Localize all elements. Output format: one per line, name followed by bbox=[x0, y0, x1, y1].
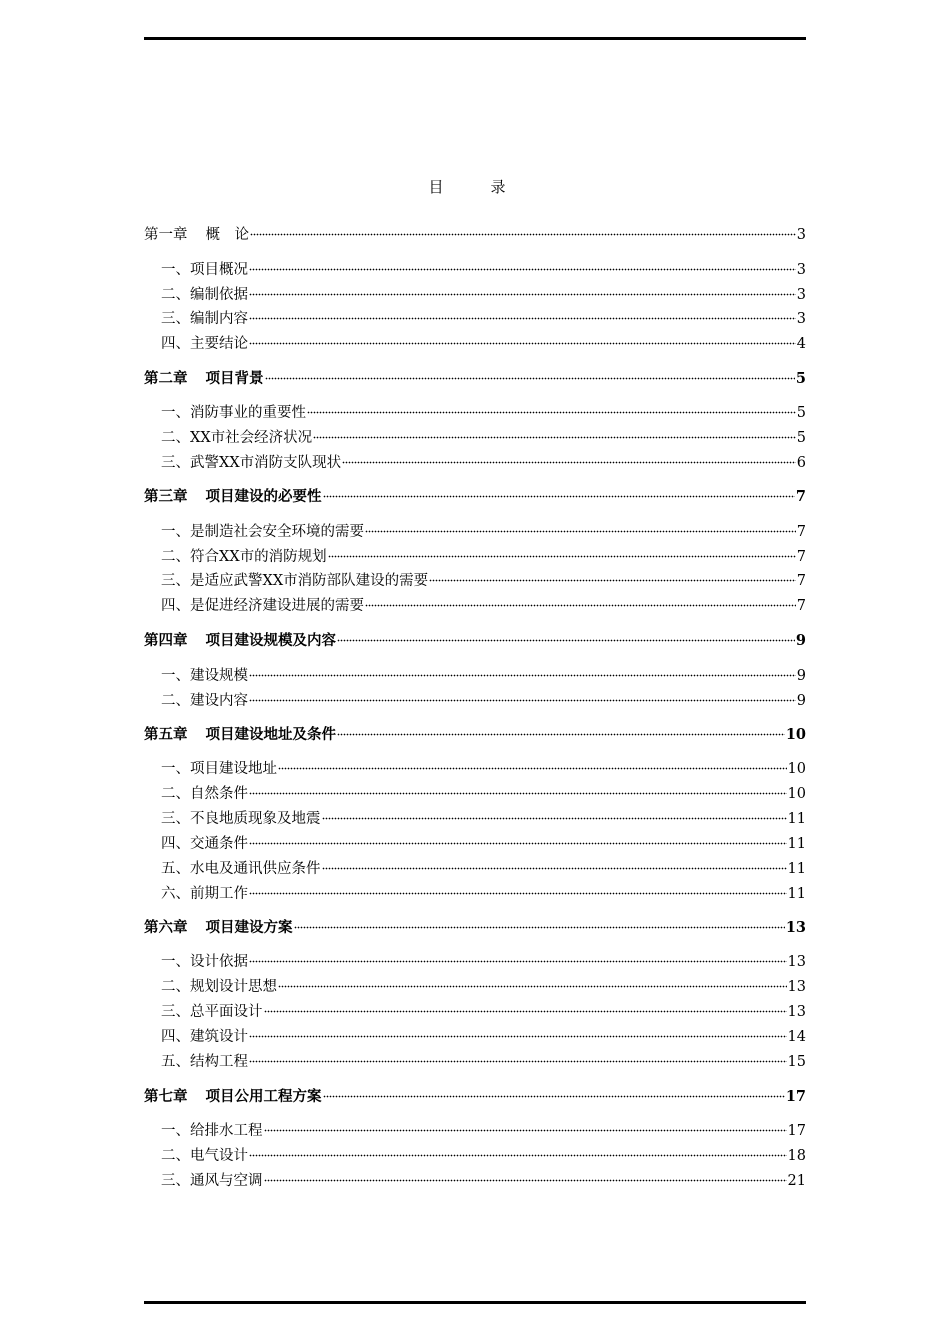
dot-leader bbox=[265, 363, 795, 383]
toc-section-entry[interactable] bbox=[144, 279, 806, 303]
toc-page-number: 13 bbox=[787, 979, 806, 995]
dot-leader bbox=[250, 219, 796, 239]
toc-section-entry[interactable] bbox=[144, 541, 806, 565]
chapter-number: 第五章 bbox=[144, 726, 188, 743]
chapter-title: 项目建设规模及内容 bbox=[205, 632, 336, 649]
toc-entry-label: 一、设计依据 bbox=[161, 954, 248, 970]
toc-page-number: 10 bbox=[787, 761, 806, 777]
toc-page-number: 15 bbox=[787, 1054, 806, 1070]
toc-page-number: 3 bbox=[796, 227, 806, 243]
dot-leader bbox=[249, 1046, 787, 1066]
dot-leader bbox=[249, 254, 796, 274]
toc-section-entry[interactable] bbox=[144, 828, 806, 852]
toc-page-number: 17 bbox=[787, 1123, 806, 1139]
toc-section-entry[interactable] bbox=[144, 946, 806, 970]
dot-leader bbox=[337, 719, 785, 739]
toc-page-number: 11 bbox=[787, 836, 806, 852]
dot-leader bbox=[264, 996, 787, 1016]
toc-entry-label bbox=[144, 487, 322, 507]
toc-section-entry[interactable] bbox=[144, 254, 806, 278]
toc-section-entry[interactable] bbox=[144, 971, 806, 995]
dot-leader bbox=[249, 828, 787, 848]
toc-entry-label: 二、电气设计 bbox=[161, 1148, 248, 1164]
dot-leader bbox=[249, 685, 796, 705]
chapter-title: 概 论 bbox=[205, 227, 249, 243]
dot-leader bbox=[249, 1140, 787, 1160]
chapter-number: 第二章 bbox=[144, 370, 188, 387]
toc-page-number: 5 bbox=[796, 405, 806, 421]
toc-page-number: 13 bbox=[787, 1004, 806, 1020]
toc-entry-label: 三、总平面设计 bbox=[161, 1004, 263, 1020]
chapter-title: 项目建设地址及条件 bbox=[205, 726, 336, 743]
page-title: 目 录 bbox=[428, 178, 522, 196]
dot-leader bbox=[313, 422, 796, 442]
toc-page-number: 18 bbox=[787, 1148, 806, 1164]
toc-page-number: 9 bbox=[796, 668, 806, 684]
dot-leader bbox=[249, 303, 796, 323]
toc-section-entry[interactable] bbox=[144, 516, 806, 540]
toc-entry-label: 四、主要结论 bbox=[161, 336, 248, 352]
chapter-number: 第四章 bbox=[144, 632, 188, 649]
dot-leader bbox=[264, 1115, 787, 1135]
toc-page-number: 13 bbox=[785, 919, 806, 936]
toc-entry-label bbox=[144, 1087, 322, 1107]
toc-page-number: 21 bbox=[787, 1173, 806, 1189]
dot-leader bbox=[278, 971, 787, 991]
toc-section-entry[interactable] bbox=[144, 565, 806, 589]
dot-leader bbox=[323, 481, 795, 501]
toc-entry-label: 一、项目建设地址 bbox=[161, 761, 277, 777]
toc-section-entry[interactable] bbox=[144, 328, 806, 352]
chapter-number: 第六章 bbox=[144, 919, 188, 936]
dot-leader bbox=[278, 753, 787, 773]
toc-entry-label: 四、建筑设计 bbox=[161, 1029, 248, 1045]
toc-page-number: 14 bbox=[787, 1029, 806, 1045]
toc-page-number: 5 bbox=[796, 430, 806, 446]
toc-section-entry[interactable] bbox=[144, 753, 806, 777]
dot-leader bbox=[249, 946, 787, 966]
toc-chapter-entry[interactable] bbox=[144, 1081, 806, 1105]
toc-entry-label: 二、符合XX市的消防规划 bbox=[161, 549, 327, 565]
toc-page-number: 7 bbox=[796, 573, 806, 589]
toc-chapter-entry[interactable] bbox=[144, 912, 806, 936]
chapter-title: 项目建设方案 bbox=[205, 919, 293, 936]
toc-page-number: 9 bbox=[795, 632, 806, 649]
toc-entry-label: 二、XX市社会经济状况 bbox=[161, 430, 313, 446]
dot-leader bbox=[322, 803, 787, 823]
toc-section-entry[interactable] bbox=[144, 996, 806, 1020]
toc-page-number: 3 bbox=[796, 287, 806, 303]
toc-page-number: 7 bbox=[795, 488, 806, 505]
toc-section-entry[interactable] bbox=[144, 303, 806, 327]
toc-entry-label: 四、交通条件 bbox=[161, 836, 248, 852]
dot-leader bbox=[249, 328, 796, 348]
chapter-number: 第一章 bbox=[144, 227, 188, 243]
toc-chapter-entry[interactable] bbox=[144, 219, 806, 243]
toc-entry-label: 二、规划设计思想 bbox=[161, 979, 277, 995]
toc-section-entry[interactable] bbox=[144, 1115, 806, 1139]
toc-entry-label bbox=[144, 631, 336, 651]
toc-section-entry[interactable] bbox=[144, 422, 806, 446]
chapter-title: 项目背景 bbox=[205, 370, 264, 387]
chapter-number: 第七章 bbox=[144, 1088, 188, 1105]
dot-leader bbox=[365, 590, 796, 610]
toc-section-entry[interactable] bbox=[144, 447, 806, 471]
toc-page-number: 7 bbox=[796, 598, 806, 614]
toc-entry-label: 一、建设规模 bbox=[161, 668, 248, 684]
header-rule bbox=[144, 37, 806, 40]
toc-chapter-entry[interactable] bbox=[144, 719, 806, 743]
toc-page-number: 13 bbox=[787, 954, 806, 970]
toc-entry-label: 一、是制造社会安全环境的需要 bbox=[161, 524, 364, 540]
toc-page-number: 7 bbox=[796, 549, 806, 565]
dot-leader bbox=[342, 447, 796, 467]
toc-chapter-entry[interactable] bbox=[144, 363, 806, 387]
toc-page-number: 3 bbox=[796, 262, 806, 278]
toc-section-entry[interactable] bbox=[144, 1021, 806, 1045]
toc-entry-label: 二、自然条件 bbox=[161, 786, 248, 802]
dot-leader bbox=[337, 625, 795, 645]
chapter-number: 第三章 bbox=[144, 488, 188, 505]
dot-leader bbox=[323, 1081, 785, 1101]
toc-entry-label: 二、编制依据 bbox=[161, 287, 248, 303]
toc-page-number: 6 bbox=[796, 455, 806, 471]
toc-section-entry[interactable] bbox=[144, 1140, 806, 1164]
dot-leader bbox=[249, 660, 796, 680]
dot-leader bbox=[307, 397, 796, 417]
toc-page-number: 17 bbox=[785, 1088, 806, 1105]
toc-entry-label: 五、结构工程 bbox=[161, 1054, 248, 1070]
toc-chapter-entry[interactable] bbox=[144, 481, 806, 505]
toc-entry-label: 一、项目概况 bbox=[161, 262, 248, 278]
toc-page-number: 11 bbox=[787, 811, 806, 827]
toc-page-number: 9 bbox=[796, 693, 806, 709]
toc-section-entry[interactable] bbox=[144, 803, 806, 827]
toc-section-entry[interactable] bbox=[144, 397, 806, 421]
toc-page-number: 4 bbox=[796, 336, 806, 352]
toc-page-number: 11 bbox=[787, 886, 806, 902]
toc-page-number: 10 bbox=[787, 786, 806, 802]
dot-leader bbox=[429, 565, 796, 585]
toc-page-number: 5 bbox=[795, 370, 806, 387]
dot-leader bbox=[249, 279, 796, 299]
toc-entry-label bbox=[144, 369, 264, 389]
dot-leader bbox=[249, 1021, 787, 1041]
toc-entry-label: 一、给排水工程 bbox=[161, 1123, 263, 1139]
toc-entry-label bbox=[144, 225, 249, 245]
toc-chapter-entry[interactable] bbox=[144, 625, 806, 649]
toc-section-entry[interactable] bbox=[144, 590, 806, 614]
toc-entry-label: 二、建设内容 bbox=[161, 693, 248, 709]
toc-entry-label: 三、武警XX市消防支队现状 bbox=[161, 455, 342, 471]
dot-leader bbox=[322, 853, 787, 873]
chapter-title: 项目建设的必要性 bbox=[205, 488, 322, 505]
toc-entry-label bbox=[144, 725, 336, 745]
toc-entry-label: 三、编制内容 bbox=[161, 311, 248, 327]
toc-section-entry[interactable] bbox=[144, 660, 806, 684]
dot-leader bbox=[294, 912, 785, 932]
toc-section-entry[interactable] bbox=[144, 853, 806, 877]
toc-section-entry[interactable] bbox=[144, 1046, 806, 1070]
toc-entry-label bbox=[144, 918, 293, 938]
toc-section-entry[interactable] bbox=[144, 878, 806, 902]
footer-rule bbox=[144, 1301, 806, 1304]
dot-leader bbox=[328, 541, 796, 561]
toc-section-entry[interactable] bbox=[144, 1165, 806, 1189]
dot-leader bbox=[249, 778, 787, 798]
chapter-title: 项目公用工程方案 bbox=[205, 1088, 322, 1105]
toc-page-number: 11 bbox=[787, 861, 806, 877]
toc-entry-label: 五、水电及通讯供应条件 bbox=[161, 861, 321, 877]
toc-entry-label: 一、消防事业的重要性 bbox=[161, 405, 306, 421]
toc-entry-label: 三、通风与空调 bbox=[161, 1173, 263, 1189]
toc-entry-label: 四、是促进经济建设进展的需要 bbox=[161, 598, 364, 614]
toc-section-entry[interactable] bbox=[144, 685, 806, 709]
toc-entry-label: 六、前期工作 bbox=[161, 886, 248, 902]
toc-page-number: 10 bbox=[785, 726, 806, 743]
toc-entry-label: 三、不良地质现象及地震 bbox=[161, 811, 321, 827]
toc-section-entry[interactable] bbox=[144, 778, 806, 802]
toc-page-number: 3 bbox=[796, 311, 806, 327]
dot-leader bbox=[249, 878, 787, 898]
toc-page-number: 7 bbox=[796, 524, 806, 540]
dot-leader bbox=[365, 516, 796, 536]
dot-leader bbox=[264, 1165, 787, 1185]
toc-entry-label: 三、是适应武警XX市消防部队建设的需要 bbox=[161, 573, 429, 589]
